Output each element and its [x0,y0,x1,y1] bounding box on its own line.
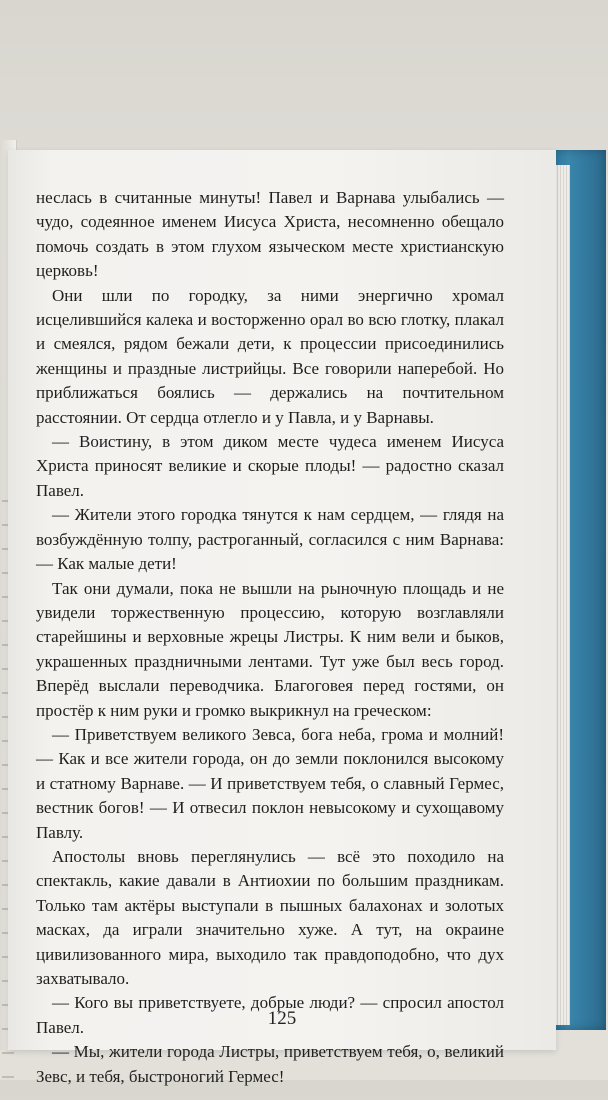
paragraph-9: — Мы, жители города Листры, приветствуем тебя, о, великий Зевс, и тебя, быстроногий Гермес! [36,1042,504,1086]
paragraph-1: неслась в считанные минуты! Павел и Варнава улыбались — чудо, содеянное именем Иисуса Христа, несомненно обещало помочь создать в этом глухом языческом месте христианскую церковь! [36,188,504,281]
paragraph-8: — Кого вы приветствуете, добрые люди? — спросил апостол Павел. [36,993,504,1037]
paragraph-4: — Жители этого городка тянутся к нам сердцем, — глядя на возбуждённую толпу, растроганный, согласился с ним Варнава: — Как малые дети! [36,505,504,574]
paragraph-3: — Воистину, в этом диком месте чудеса именем Иисуса Христа приносят великие и скорые плоды! — радостно сказал Павел. [36,432,504,500]
paragraph-5: Так они думали, пока не вышли на рыночную площадь и не увидели торжественную процессию, которую возглавляли старейшины и верховные жрецы Листры. К ним вели и быков, украшенных праздничными лентами. Тут уже был весь город. Вперёд выслали переводчика. Благоговея перед гостями, он простёр к ним руки и громко выкрикнул на греческом: [36,578,504,720]
paragraph-7: Апостолы вновь переглянулись — всё это походило на спектакль, какие давали в Антиохии по большим праздникам. Только там актёры выступали в пышных балахонах и золотых масках, да играли значительно хуже. А тут, на окраине цивилизованного мира, выходило так правдоподобно, что дух захватывало. [36,846,504,988]
page-number: 125 [267,1008,297,1029]
paragraph-2: Они шли по городку, за ними энергично хромал исцелившийся калека и восторженно орал во всю глотку, плакал и смеялся, рядом бежали дети, к процессии присоединились женщины и праздные листрийцы. Все говорили наперебой. Но приближаться боялись — держались на почтительном расстоянии. От сердца отлегло и у Павла, и у Варнавы. [36,285,504,427]
paragraph-6: — Приветствуем великого Зевса, бога неба, грома и молний! — Как и все жители города, он до земли поклонился высокому и статному Варнаве. — И приветствуем тебя, о славный Гермес, вестник богов! — И отвесил поклон невысокому и сухощавому Павлу. [36,724,504,842]
book-page [8,150,556,1086]
